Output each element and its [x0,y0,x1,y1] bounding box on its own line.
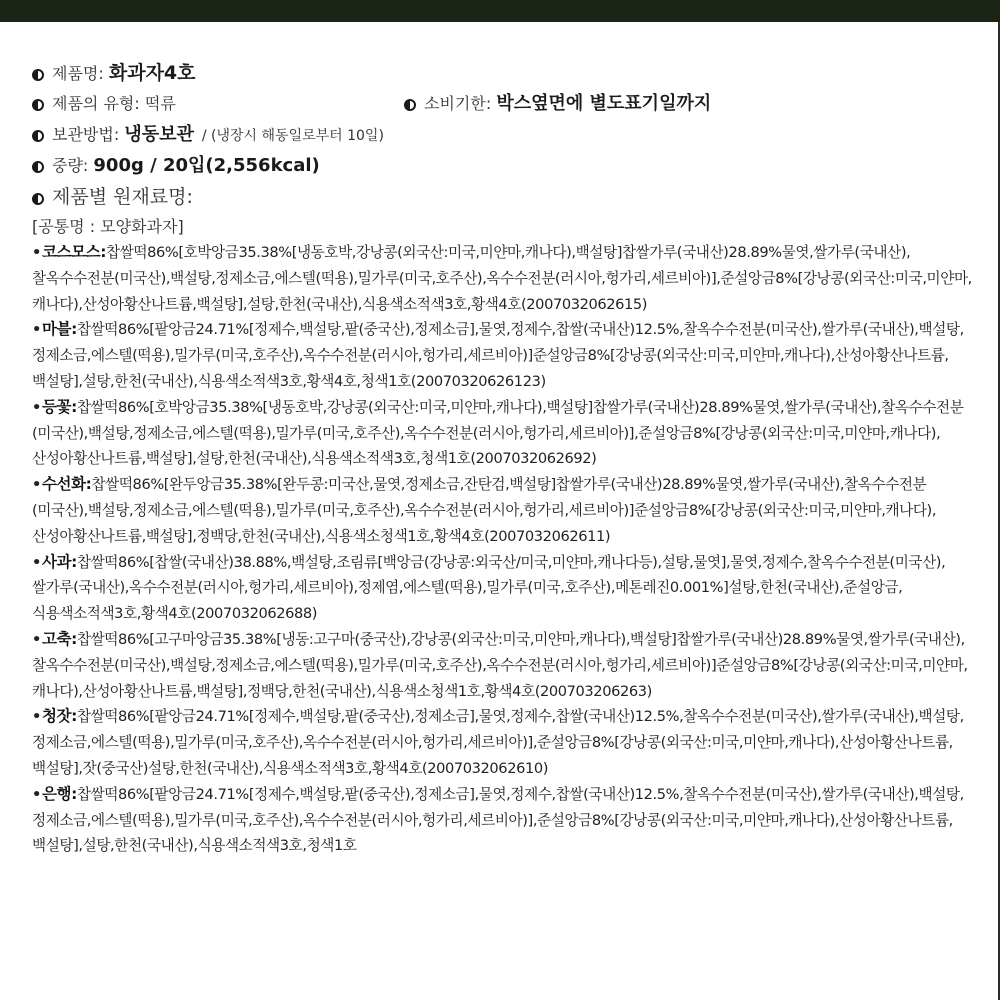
product-ingredients-item [32,782,976,859]
half-circle-bullet-icon [404,99,416,111]
product-ingredient-list [32,240,976,859]
storage-row [32,120,384,150]
storage-value: 냉동보관 [124,124,194,145]
half-circle-bullet-icon [32,99,44,111]
storage-note: / (냉장시 해동일로부터 10일) [201,128,384,144]
product-variant-ingredients: 찹쌀떡86%[팥앙금24.71%[정제수,백설탕,팥(중국산),정제소금],물엿,정제수,찹쌀(국내산)12.5%,찰옥수수전분(미국산),쌀가루(국내산),백설탕,정제소금,에스텔(떡용),밀가루(미국,호주산),옥수수전분(러시아,헝가리,세르비아)],준설앙금8%[강낭콩(외국산:미국,미얀마,캐나다),산성아황산나트륨,백설탕],설탕,한천(국내산),식용색소적색3호,청색1호 [32,785,964,855]
product-ingredients-item [32,627,976,704]
product-ingredients-item [32,550,976,627]
product-type-value: 떡류 [144,94,176,113]
product-type-label: 제품의 유형: [52,94,140,113]
bullet-dot-icon: • [32,476,41,494]
product-ingredients-item [32,704,976,781]
weight-row [32,151,320,181]
bullet-dot-icon: • [32,785,41,803]
product-variant-name: 은행: [41,784,77,803]
bullet-dot-icon: • [32,553,41,571]
product-variant-ingredients: 찹쌀떡86%[찹쌀(국내산)38.88%,백설탕,조림류[백앙금(강낭콩:외국산/미국,미얀마,캐나다등),설탕,물엿],물엿,정제수,찰옥수수전분(미국산),쌀가루(국내산),옥수수전분(러시아,헝가리,세르비아),정제염,에스텔(떡용),밀가루(미국,호주산),메톤레진0.001%]설탕,한천(국내산),준설앙금,식용색소적색3호,황색4호(2007032062688) [32,553,946,623]
product-type-row [32,89,176,119]
product-variant-name: 수선화: [41,475,92,494]
product-name-row [32,58,196,88]
expiry-row [404,89,711,119]
product-variant-name: 청잣: [41,707,77,726]
product-variant-name: 등꽃: [41,397,77,416]
weight-label: 중량: [52,156,89,175]
top-dark-bar [0,0,1000,22]
expiry-label: 소비기한: [424,94,492,113]
product-name-label: 제품명: [52,64,104,83]
product-variant-ingredients: 찹쌀떡86%[팥앙금24.71%[정제수,백설탕,팥(중국산),정제소금],물엿,정제수,찹쌀(국내산)12.5%,찰옥수수전분(미국산),쌀가루(국내산),백설탕,정제소금,에스텔(떡용),밀가루(미국,호주산),옥수수전분(러시아,헝가리,세르비아)],준설앙금8%[강낭콩(외국산:미국,미얀마,캐나다),산성아황산나트륨,백설탕],잣(중국산)설탕,한천(국내산),식용색소적색3호,황색4호(2007032062610) [32,708,964,777]
product-ingredients-item [32,472,976,549]
weight-value: 900g / 20입(2,556kcal) [93,155,320,176]
product-variant-name: 사과: [41,552,77,571]
half-circle-bullet-icon [32,193,44,205]
bullet-dot-icon: • [32,398,41,416]
product-ingredients-item [32,395,976,472]
product-variant-name: 고축: [41,629,77,648]
product-variant-name: 마블: [41,320,77,339]
half-circle-bullet-icon [32,69,44,81]
bullet-dot-icon: • [32,630,41,648]
product-variant-ingredients: 찹쌀떡86%[팥앙금24.71%[정제수,백설탕,팥(중국산),정제소금],물엿,정제수,찹쌀(국내산)12.5%,찰옥수수전분(미국산),쌀가루(국내산),백설탕,정제소금,에스텔(떡용),밀가루(미국,호주산),옥수수전분(러시아,헝가리,세르비아)]준설앙금8%[강낭콩(외국산:미국,미얀마,캐나다),산성아황산나트륨,백설탕],설탕,한천(국내산),식용색소적색3호,황색4호,청색1호(20070320626123) [32,321,964,390]
product-variant-ingredients: 찹쌀떡86%[호박앙금35.38%[냉동호박,강낭콩(외국산:미국,미얀마,캐나다),백설탕]찹쌀가루(국내산)28.89%물엿,쌀가루(국내산),찰옥수수전분(미국산),백설탕,정제소금,에스텔(떡용),밀가루(미국,호주산),옥수수전분(러시아,헝가리,세르비아)],준설앙금8%[강낭콩(외국산:미국,미얀마,캐나다),산성아황산나트륨,백설탕],설탕,한천(국내산),식용색소적색3호,청색1호(2007032062692) [32,398,964,468]
bullet-dot-icon: • [32,708,41,726]
bullet-dot-icon: • [32,321,41,339]
common-name: [공통명 : 모양화과자] [32,217,184,236]
product-name-value: 화과자4호 [108,62,196,84]
product-variant-ingredients: 찹쌀떡86%[완두앙금35.38%[완두콩:미국산,물엿,정제소금,잔탄검,백설탕]찹쌀가루(국내산)28.89%물엿,쌀가루(국내산),찰옥수수전분(미국산),백설탕,정제소금,에스텔(떡용),밀가루(미국,호주산),옥수수전분(러시아,헝가리,세르비아)]준설앙금8%[강낭콩(외국산:미국,미얀마,캐나다),산성아황산나트륨,백설탕],정백당,한천(국내산),식용색소청색1호,황색4호(2007032062611) [32,476,937,545]
expiry-value: 박스옆면에 별도표기일까지 [496,93,712,114]
bullet-dot-icon: • [32,244,41,261]
half-circle-bullet-icon [32,130,44,142]
product-ingredients-item [32,317,976,394]
product-variant-ingredients: 찹쌀떡86%[호박앙금35.38%[냉동호박,강낭콩(외국산:미국,미얀마,캐나다),백설탕]찹쌀가루(국내산)28.89%물엿,쌀가루(국내산),찰옥수수전분(미국산),백설탕,정제소금,에스텔(떡용),밀가루(미국,호주산),옥수수전분(러시아,헝가리,세르비아)],준설앙금8%[강낭콩(외국산:미국,미얀마,캐나다),산성아황산나트륨,백설탕],설탕,한천(국내산),식용색소적색3호,황색4호(2007032062615) [32,244,972,313]
product-variant-ingredients: 찹쌀떡86%[고구마앙금35.38%[냉동:고구마(중국산),강낭콩(외국산:미국,미얀마,캐나다),백설탕]찹쌀가루(국내산)28.89%물엿,쌀가루(국내산),찰옥수수전분(미국산),백설탕,정제소금,에스텔(떡용),밀가루(미국,호주산),옥수수전분(러시아,헝가리,세르비아)]준설앙금8%[강낭콩(외국산:미국,미얀마,캐나다),산성아황산나트륨,백설탕],정백당,한천(국내산),식용색소청색1호,황색4호(200703206263) [32,630,968,700]
ingredients-heading: 제품별 원재료명: [52,186,193,208]
half-circle-bullet-icon [32,161,44,173]
product-variant-name: 코스모스: [41,243,107,261]
storage-label: 보관방법: [52,125,120,144]
ingredients-heading-row [32,182,193,212]
product-ingredients-item [32,240,976,317]
